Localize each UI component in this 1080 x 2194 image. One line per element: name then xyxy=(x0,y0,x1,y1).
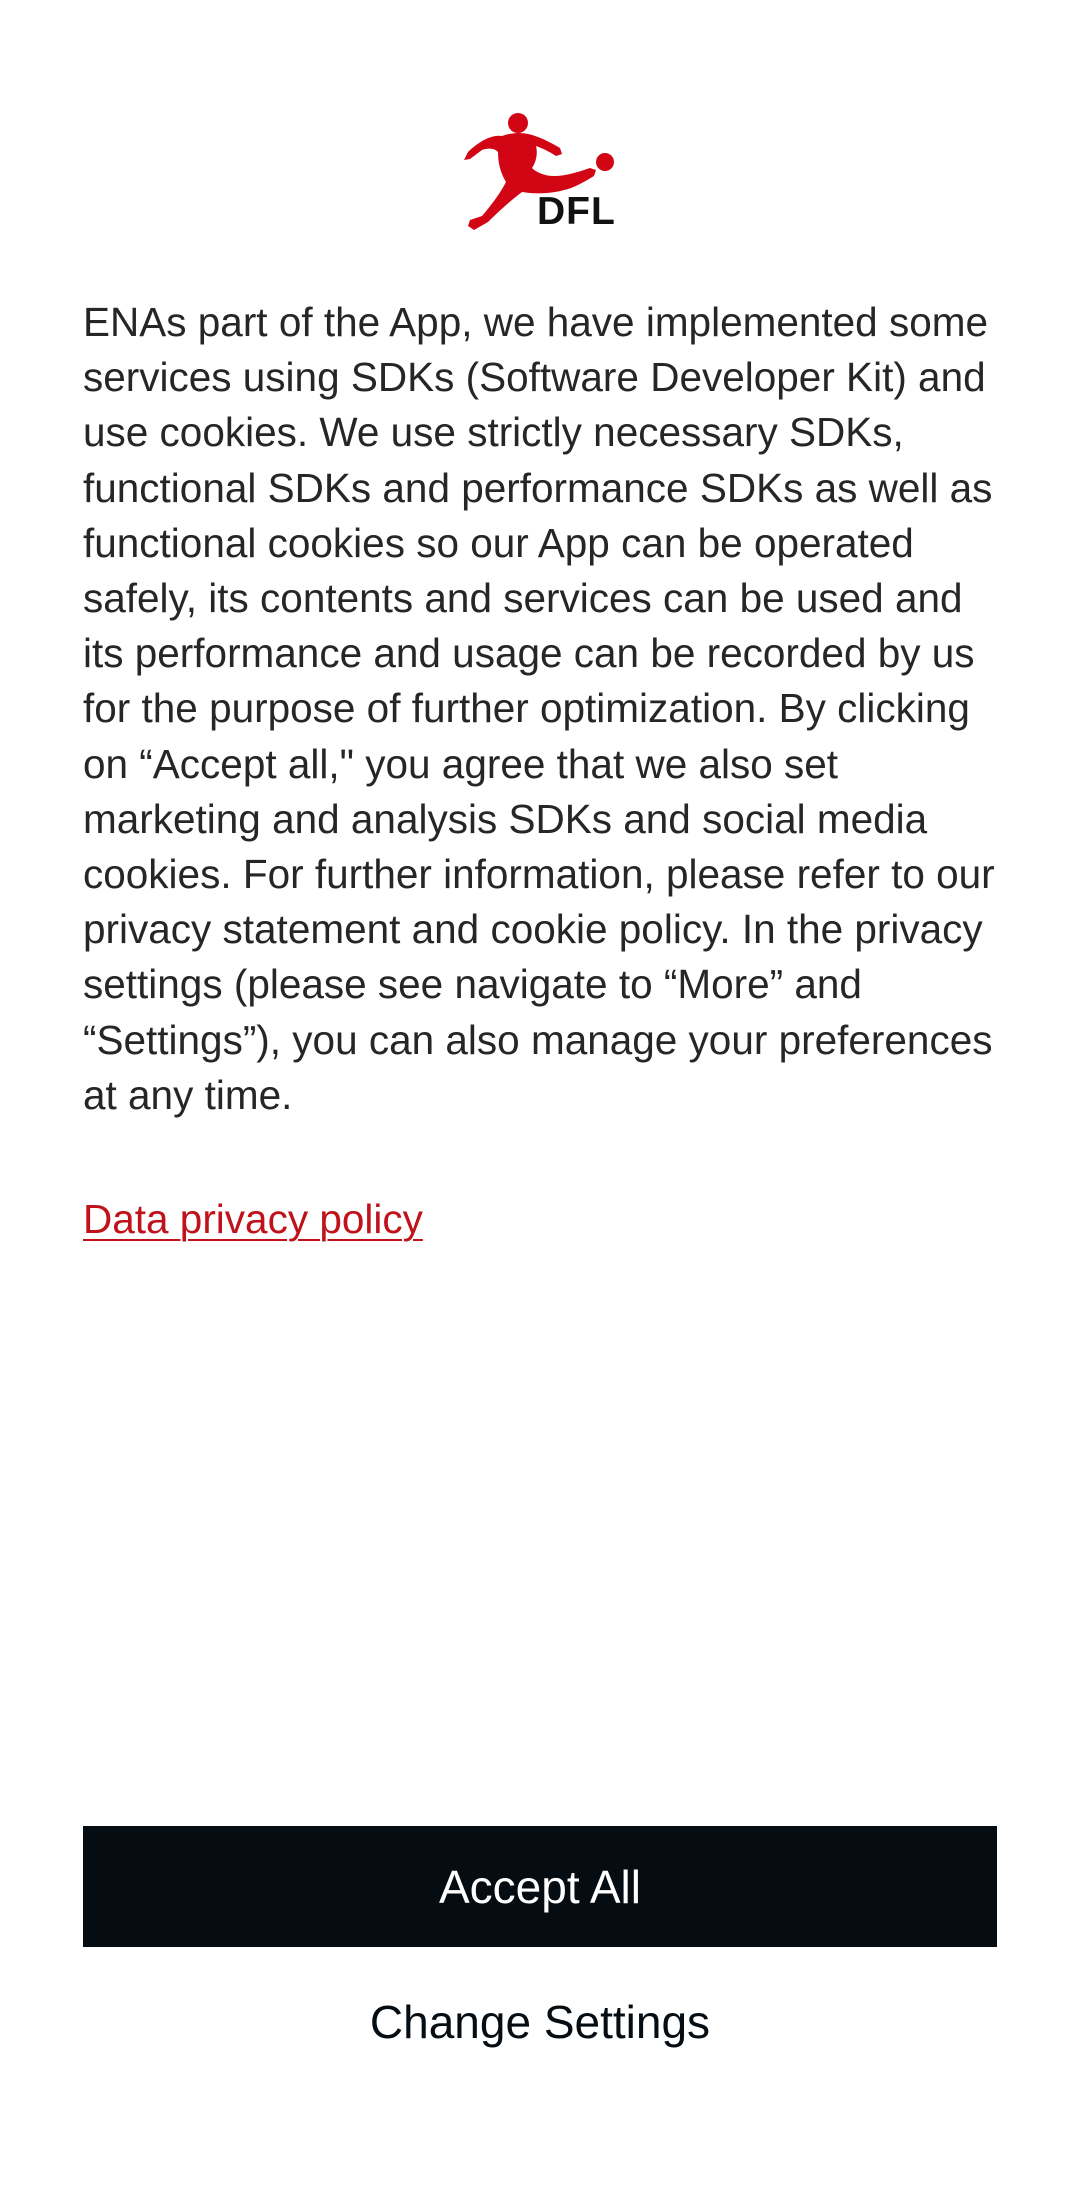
consent-text: ENAs part of the App, we have implemented some services using SDKs (Software Developer Kit) and use cookies. We use strictly necessary SDKs, functional SDKs and performance SDKs as well as functional cookies so our App can be operated safely, its contents and services can be used and its performance and usage can be recorded by us for the purpose of further optimization. By clicking on “Accept all," you agree that we also set marketing and analysis SDKs and social media cookies. For further information, please refer to our privacy statement and cookie policy. In the privacy settings (please see navigate to “More” and “Settings”), you can also manage your preferences at any time. xyxy=(83,299,995,1118)
dfl-wordmark: DFL xyxy=(537,190,616,233)
dfl-logo xyxy=(462,112,620,236)
change-settings-button[interactable]: Change Settings xyxy=(83,1960,997,2084)
data-privacy-policy-link[interactable]: Data privacy policy xyxy=(83,1196,423,1242)
accept-all-button[interactable]: Accept All xyxy=(83,1826,997,1947)
